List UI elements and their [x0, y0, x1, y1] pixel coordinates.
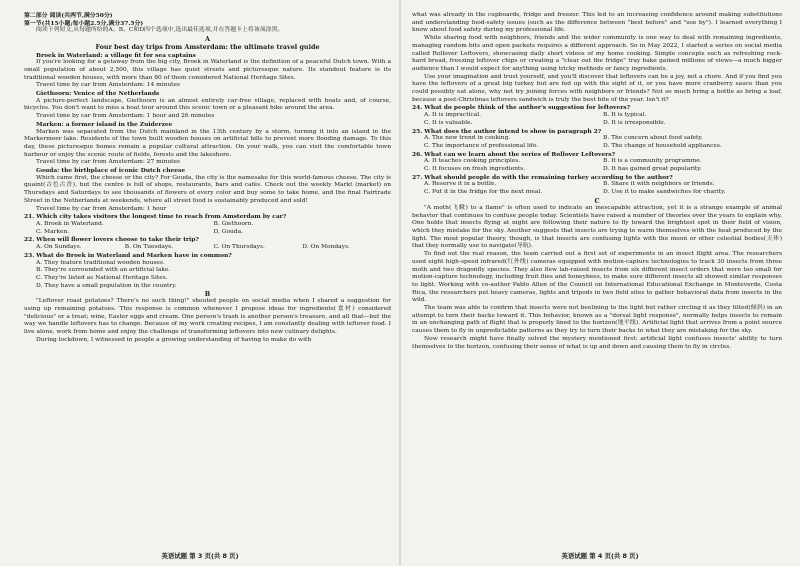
answer-option: B. It is a community programme. — [603, 158, 702, 165]
question-stem: 26. What can we learn about the series of Rollover Leftovers? — [412, 150, 616, 158]
travel-time: Travel time by car from Amsterdam: 14 minutes — [36, 82, 181, 89]
page-4 — [400, 0, 800, 566]
paragraph: what was already in the cupboards, fridge and freezer. This led to an increasing confidence around making substitutions and understanding food-safety issues (such as the difference between "best before" and "use by"). I learned everything I know about food safety during my professional life. — [412, 12, 782, 34]
paragraph: Marken was separated from the Dutch mainland in the 13th century by a storm, turning it into an island in the Markermeer lake. Residents of the town built wooden houses on artificial hills to prevent more flooding damage. To this day, these picturesque homes remain a popular cultural attraction. On your walk, you can visit the comfortable town harbour or enjoy the scenic route of fields, forests and the lakeshore. — [24, 128, 391, 158]
place-heading: Giethoorn: Venice of the Netherlands — [36, 90, 160, 98]
answer-option: B. Share it with neighbors or friends. — [603, 181, 715, 188]
answer-option: A. It teaches cooking principles. — [424, 158, 521, 165]
answer-option: D. They have a small population in the country. — [36, 282, 177, 289]
answer-option: C. It is valuable. — [424, 119, 473, 126]
answer-options — [412, 112, 782, 127]
question-stem: 22. When will flower lovers choose to take their trip? — [24, 236, 199, 244]
answer-option: C. They're listed as National Heritage Sites. — [36, 274, 168, 281]
answer-option: C. On Thursdays. — [213, 244, 265, 251]
place-heading: Gouda: the birthplace of iconic Dutch cheese — [36, 167, 186, 175]
answer-option: B. It is typical. — [603, 112, 647, 119]
question-stem: 23. What do Broek in Waterland and Marken have in common? — [24, 251, 232, 259]
answer-options — [24, 221, 391, 236]
paragraph: Now research might have finally solved the mystery mentioned first: artificial light confuses insects' ability to turn themselves to the horizon, confusing their sense of what is up and down and causing them to fly in circles. — [412, 335, 782, 350]
passage-c-body — [412, 205, 782, 351]
paragraph: The team was able to confirm that insects were not beelining to the light but rather circling it as they tilted(倾斜) in an attempt to turn their backs toward it. This behavior, known as a "dorsal light response", normally helps insects to remain in an unchanging path of flight that is properly lined to the horizon(地平线). Artificial light that arrives from a point source causes them to fly in unpredictable patterns as they try to turn their backs to what they are mistaking for the sky. — [412, 305, 782, 335]
answer-option: D. Gouda. — [213, 228, 243, 235]
answer-option: D. On Mondays. — [302, 244, 350, 251]
answer-option: B. The concern about food safety. — [603, 135, 703, 142]
passage-b-body — [24, 298, 391, 344]
answer-option: A. Reserve it in a bottle. — [424, 181, 497, 188]
answer-option: B. They're surrounded with an artificial lake. — [36, 267, 171, 274]
paragraph: Which came first, the cheese or the city? For Gouda, the city is the namesake for this world-famous cheese. The city is quaint(古色古香), but the centre is full of shops, restaurants, bars and cafés. Check out the weekly Markt (market) on Thursdays and Saturdays to see thousands of flowers of every color and buy some to take home, and the final Fairtrade Street in the Netherlands at weekends, where all street food is sustainably produced and sold! — [24, 174, 391, 204]
questions-21-23 — [24, 213, 391, 290]
passage-a-title: Four best day trips from Amsterdam: the ultimate travel guide — [95, 43, 320, 52]
passage-b-continued — [412, 12, 782, 104]
answer-option: A. The new trend in cooking. — [424, 135, 511, 142]
questions-24-27 — [412, 104, 782, 196]
paragraph: Use your imagination and trust yourself, and you'll discover that leftovers can be a joy, not a chore. And if you find you have the leftovers of a great big turkey but are fed up with the sight of it, or you have more cranberry sauce than you could possibly eat alone, why not try joining forces with neighbors or friends? Not so much bring a bottle as bring a loaf, because a post-Christmas leftovers sandwich is truly the best bite of the year. Isn't it? — [412, 73, 782, 103]
answer-option: A. It is impractical. — [424, 112, 482, 119]
travel-time: Travel time by car from Amsterdam: 1 hour and 26 minutes — [36, 113, 215, 120]
answer-option: D. Use it to make sandwiches for charity. — [603, 189, 726, 196]
answer-option: B. Giethoorn. — [213, 220, 254, 227]
page-footer-4: 英语试题 第 4 页(共 8 页) — [561, 552, 639, 560]
paragraph: If you're looking for a getaway from the big city, Broek in Waterland is the definition of a peaceful Dutch town. With a small population of about 2,500, this village has quiet streets and picturesque nature. Its standout feature is its traditional wooden houses, with more than 80 of them considered National Heritage Sites. — [24, 59, 391, 81]
instructions: 阅读下列短文,从每题所给的A、B、C和D四个选项中,选出最佳选项,并在答题卡上将该项涂黑。 — [36, 27, 284, 34]
answer-option: C. The importance of professional life. — [424, 142, 539, 149]
question-stem: 21. Which city takes visitors the longest time to reach from Amsterdam by car? — [24, 213, 287, 221]
question-stem: 25. What does the author intend to show in paragraph 2? — [412, 127, 602, 135]
section-header: 第二部分 阅读(共两节,满分50分) — [24, 12, 113, 19]
question-stem: 24. What do people think of the author's suggestion for leftovers? — [412, 104, 631, 112]
paragraph: While sharing food with neighbors, friends and the wider community is one way to deal with remaining ingredients, managing random bits and open packets requires a different approach. So in May 2022, I started a series on social media called Rollover Leftovers, showcasing daily short videos of my home cooking. Simple concepts such as refreshing rock-hard bread, freezing leftover chips or creating a "clear out the fridge" tray bake gained millions of views—a much bigger audience than I would expect for anything using tricky methods or fancy ingredients. — [412, 35, 782, 72]
answer-options — [412, 181, 782, 196]
travel-time: Travel time by car from Amsterdam: 27 minutes — [36, 159, 181, 166]
place-heading: Marken: a former island in the Zuiderzee — [36, 120, 173, 128]
subsection-header: 第一节(共15小题;每小题2.5分,满分37.5分) — [24, 19, 144, 27]
passage-letter-b: B — [204, 290, 211, 299]
passage-letter-c: C — [594, 196, 600, 205]
answer-options — [24, 260, 391, 291]
page-footer-3: 英语试题 第 3 页(共 8 页) — [161, 552, 239, 560]
place-heading: Broek in Waterland: a village fit for sea captains — [36, 51, 196, 59]
passage-letter-a: A — [205, 35, 210, 44]
answer-option: B. On Tuesdays. — [124, 244, 174, 251]
paragraph: During lockdown, I witnessed in people a growing understanding of having to make do with — [36, 336, 312, 343]
answer-option: D. The change of household appliances. — [603, 142, 722, 149]
paragraph: "Leftover roast potatoes? There's no such thing!" shouted people on social media when I shared a suggestion for using up remaining potatoes. This response is common whenever I propose ideas for ingredients(食材) considered "delicious" or a treat; wine, Easter eggs and cream. One person's trash is another person's treasure, and all that—but the way we handle leftovers has to change. Because of my work creating recipes, I am constantly dealing with leftover food. I live alone, work from home and enjoy the challenge of transforming leftovers into new culinary delights. — [24, 298, 391, 336]
answer-option: C. Put it in the fridge for the next meal. — [424, 189, 543, 196]
answer-options — [412, 158, 782, 173]
passage-a-body — [24, 52, 391, 214]
answer-option: C. Marken. — [36, 228, 70, 235]
answer-option: D. It is irresponsible. — [603, 119, 666, 126]
answer-options — [412, 135, 782, 150]
paragraph: A picture-perfect landscape, Giethoorn is an almost entirely car-free village, replaced with boats and, of course, bicycles. You don't want to miss a boat tour around this scenic town or a pleasant hike around the area. — [24, 97, 391, 112]
travel-time: Travel time by car from Amsterdam: 1 hour — [36, 205, 167, 212]
question-stem: 27. What should people do with the remaining turkey according to the author? — [412, 173, 673, 181]
answer-option: A. On Sundays. — [36, 244, 82, 251]
answer-option: D. It has gained great popularity. — [603, 166, 702, 173]
answer-option: C. It focuses on fresh ingredients. — [424, 166, 526, 173]
answer-option: A. They feature traditional wooden houses. — [36, 259, 165, 266]
answer-options — [24, 244, 391, 252]
paragraph: "A moth(飞蛾) to a flame" is often used to indicate an inescapable attraction, yet it is a strange example of animal behavior that continues to confuse people today. Scientists have raised a number of theories over the years to explain why. One holds that insects flying at night are following their nature to fly toward the brightest spot in their field of vision, which they mistake for the sky. Another suggests that insects are trying to warm themselves with the heat produced by the light. The most popular theory, though, is that insects are confusing lights with the moon or other celestial bodies(天体) that they normally use to navigate(导航). — [412, 204, 782, 250]
paragraph: To find out the real reason, the team carried out a first set of experiments in an insect flight area. The researchers used eight high-speed infrared(红外线) cameras equipped with motion-capture technologies to track 30 insects from three moth and two dragonfly species. They also flew lab-raised insects from six different insect orders that were too small for motion-capture technology, including fruit flies and honeybees, to make sure different insects all showed similar responses to light. Working with co-author Pablo Allen of the Council on International Educational Exchange in Monteverde, Costa Rica, the researchers put heavy cameras, lights and tripods in two field sites to gather behavioral data from insects in the wild. — [412, 251, 782, 304]
answer-option: A. Broek in Waterland. — [36, 220, 104, 227]
